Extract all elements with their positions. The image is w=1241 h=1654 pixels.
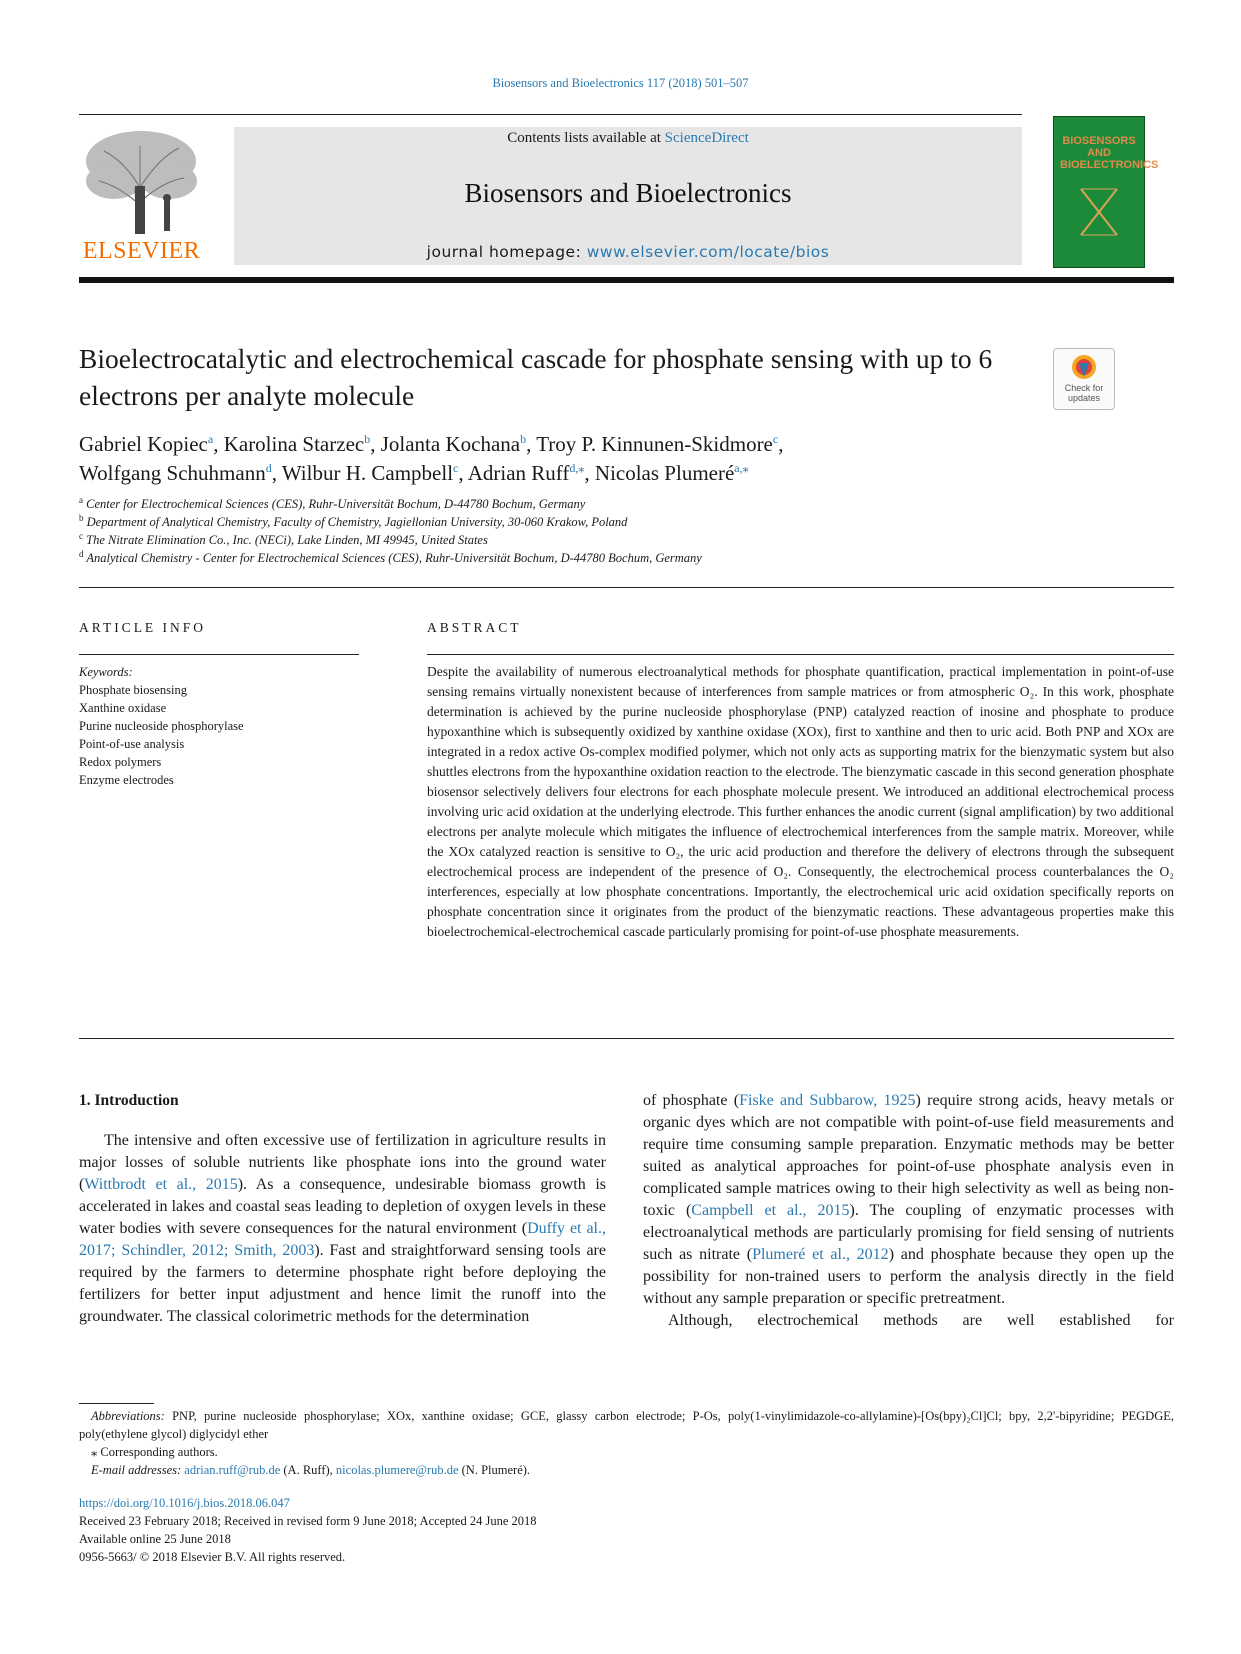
keyword-item: Point-of-use analysis [79, 737, 185, 751]
journal-cover-image[interactable] [1053, 116, 1159, 268]
email-name: (A. Ruff), [280, 1463, 336, 1477]
abstract-heading: ABSTRACT [427, 620, 522, 635]
author-name: Jolanta Kochana [380, 432, 521, 456]
keywords-label: Keywords: [79, 665, 133, 679]
header-rule-thin [79, 114, 1022, 115]
text-run: ). As a consequence, undesirable biomass growth is accelerated in lakes and coastal seas leading to depletion of oxygen levels in these water bodies with severe consequences for the natural environment ( [79, 1176, 606, 1237]
email-addresses [79, 1461, 1174, 1479]
sciencedirect-link[interactable]: ScienceDirect [664, 130, 749, 146]
reference-link[interactable]: Fiske and Subbarow, 1925 [739, 1092, 916, 1109]
section-rule [79, 587, 1174, 588]
author-name: Nicolas Plumeré [594, 461, 735, 485]
elsevier-logo [79, 126, 204, 266]
intro-paragraph-1 [79, 1130, 606, 1328]
keyword-item: Enzyme electrodes [79, 773, 174, 787]
keyword-item: Phosphate biosensing [79, 683, 187, 697]
affiliation-item [79, 513, 1079, 531]
author-affiliation-marker[interactable]: a,⁎ [734, 461, 749, 475]
author-name: Wolfgang Schuhmann [79, 461, 266, 485]
contents-prefix: Contents lists available at [507, 130, 665, 146]
affiliation-key: a [79, 494, 83, 505]
text-run: of phosphate ( [643, 1092, 740, 1109]
intro-paragraph-2: Although, electrochemical methods are well established for [668, 1312, 1174, 1329]
received-dates: Received 23 February 2018; Received in revised form 9 June 2018; Accepted 24 June 2018 [79, 1514, 537, 1528]
affiliation-list [79, 495, 1079, 567]
author-affiliation-marker[interactable]: d,⁎ [569, 461, 585, 475]
introduction-heading: 1. Introduction [79, 1092, 179, 1109]
author-affiliation-marker[interactable]: a [207, 432, 214, 446]
homepage-prefix: journal homepage: [426, 243, 587, 261]
author-name: Gabriel Kopiec [79, 432, 208, 456]
text-run: The intensive and often excessive use of fertilization in agriculture results in major losses of soluble nutrients like phosphate ions into the ground water ( [79, 1132, 606, 1193]
author-name: Troy P. Kinnunen-Skidmore [536, 432, 773, 456]
keyword-list [79, 681, 369, 789]
header-rule-thick [79, 277, 1174, 283]
author-separator: , [213, 432, 224, 456]
affiliation-text: Analytical Chemistry - Center for Electrochemical Sciences (CES), Ruhr-Universität Bochum, D-44780 Bochum, Germany [83, 551, 702, 565]
email-label: E-mail addresses: [91, 1463, 182, 1477]
email-name: (N. Plumeré). [458, 1463, 531, 1477]
author-affiliation-marker[interactable]: c [772, 432, 779, 446]
email-link-ruff[interactable]: adrian.ruff@rub.de [184, 1463, 281, 1477]
author-list [79, 430, 1079, 488]
homepage-link[interactable]: www.elsevier.com/locate/bios [586, 243, 830, 261]
doi-link[interactable]: https://doi.org/10.1016/j.bios.2018.06.047 [79, 1496, 290, 1510]
journal-header-band [234, 127, 1022, 265]
journal-name: Biosensors and Bioelectronics [464, 178, 792, 208]
keyword-item: Redox polymers [79, 755, 162, 769]
check-for-updates-button[interactable] [1053, 348, 1115, 410]
reference-link[interactable]: Wittbrodt et al., 2015 [84, 1176, 238, 1193]
author-affiliation-marker[interactable]: b [364, 432, 371, 446]
footnote-rule [79, 1403, 154, 1404]
available-online: Available online 25 June 2018 [79, 1532, 231, 1546]
homepage-line [234, 243, 1022, 261]
body-column-left [79, 1130, 606, 1328]
author-separator: , [271, 461, 282, 485]
author-name: Karolina Starzec [223, 432, 365, 456]
author-separator: , [526, 432, 537, 456]
section-rule-2 [79, 1038, 1174, 1039]
affiliation-item [79, 495, 1079, 513]
author-name: Adrian Ruff [467, 461, 570, 485]
affiliation-text: Department of Analytical Chemistry, Faculty of Chemistry, Jagiellonian University, 30-060 Krakow, Poland [83, 515, 628, 529]
text-run: ). The coupling of enzymatic processes with electroanalytical methods are particularly promising for field sensing of nutrients such as nitrate ( [643, 1202, 1175, 1263]
affiliation-item [79, 549, 1079, 567]
keyword-item: Purine nucleoside phosphorylase [79, 719, 244, 733]
affiliation-text: Center for Electrochemical Sciences (CES), Ruhr-Universität Bochum, D-44780 Bochum, Germany [83, 497, 586, 511]
elsevier-tree-icon [79, 126, 204, 236]
author-separator: , [370, 432, 381, 456]
reference-link[interactable]: Duffy et al., 2017; Schindler, 2012; Smith, 2003 [79, 1220, 607, 1259]
contents-line [234, 130, 1022, 147]
abbreviations-footnote [79, 1407, 1174, 1443]
article-info-rule [79, 654, 359, 655]
journal-citation[interactable]: Biosensors and Bioelectronics 117 (2018) 501–507 [492, 76, 749, 90]
cover-title: BIOSENSORS AND BIOELECTRONICS [1060, 135, 1159, 171]
keywords-block [79, 663, 369, 789]
affiliation-text: The Nitrate Elimination Co., Inc. (NECi), Lake Linden, MI 49945, United States [83, 533, 488, 547]
text-run: ) require strong acids, heavy metals or organic dyes which are not compatible with point-of-use field measurements and require time consuming sample preparation. Enzymatic methods may be better suited as analytical approaches for point-of-use phosphate analysis even in complicated sample matrices owing to their high selectivity as well as being non-toxic ( [643, 1092, 1175, 1219]
copyright: 0956-5663/ © 2018 Elsevier B.V. All rights reserved. [79, 1550, 346, 1564]
author-affiliation-marker[interactable]: b [520, 432, 527, 446]
author-name: Wilbur H. Campbell [281, 461, 454, 485]
abbreviations-label: Abbreviations: [91, 1409, 165, 1423]
text-run: ) and phosphate because they open up the possibility for non-trained users to perform the analysis directly in the field without any sample preparation or specific pretreatment. [643, 1246, 1174, 1307]
abbreviations-text: PNP, purine nucleoside phosphorylase; XOx, xanthine oxidase; GCE, glassy carbon electrode; P-Os, poly(1-vinylimidazole-co-allylamine)-[Os(bpy)₂Cl]Cl; bpy, 2,2'-bipyridine; PEGDGE, poly(ethylene glycol) diglycidyl ether [79, 1409, 1174, 1441]
check-updates-label: Check for updates [1064, 383, 1104, 403]
author-affiliation-marker[interactable]: d [265, 461, 272, 475]
body-column-right [643, 1090, 1174, 1332]
affiliation-item [79, 531, 1079, 549]
author-separator: , [584, 461, 595, 485]
check-updates-icon [1070, 353, 1098, 383]
keyword-item: Xanthine oxidase [79, 701, 167, 715]
affiliation-key: b [79, 512, 84, 523]
footnotes [79, 1407, 1174, 1479]
affiliation-key: c [79, 530, 83, 541]
corresponding-authors-note: ⁎ Corresponding authors. [91, 1445, 218, 1459]
reference-link[interactable]: Campbell et al., 2015 [691, 1202, 850, 1219]
elsevier-wordmark: ELSEVIER [82, 238, 201, 264]
cover-graphic-icon [1079, 187, 1119, 237]
abstract-rule [427, 654, 1174, 655]
abstract-text: Despite the availability of numerous electroanalytical methods for phosphate quantification, practical implementation in point-of-use sensing remains virtually nonexistent because of interferences from sample matrices or from atmospheric O₂. In this work, phosphate determination is achieved by the purine nucleoside phosphorylase (PNP) catalyzed reaction of inosine and phosphate to produce hypoxanthine which is subsequently oxidized by xanthine oxidase (XOx), first to xanthine and then to uric acid. Both PNP and XOx are integrated in a redox active Os-complex modified polymer, which not only acts as supporting matrix for the bienzymatic system but also shuttles electrons from the hypoxanthine oxidation reaction to the electrode. The bienzymatic cascade in this second generation phosphate biosensor selectively delivers four electrons for each phosphate molecule present. We introduced an additional electrochemical process involving uric acid oxidation at the underlying electrode. This further enhances the anodic current (signal amplification) by two additional electrons per analyte molecule which mitigates the influence of electrochemical interferences from the sample matrix. Moreover, while the XOx catalyzed reaction is sensitive to O₂, the uric acid production and therefore the delivery of electrons through the subsequent electrochemical process are independent of the presence of O₂. Consequently, the electrochemical process counterbalances the O₂ interferences, especially at low phosphate concentrations. Importantly, the electrochemical uric acid oxidation specifically reports on phosphate concentration since it originates from the product of the bienzymatic reactions. These advantageous properties make this bioelectrochemical-electrochemical cascade particularly promising for point-of-use phosphate measurements. [427, 664, 1174, 939]
publication-info [79, 1494, 979, 1566]
reference-link[interactable]: Plumeré et al., 2012 [752, 1246, 889, 1263]
article-title: Bioelectrocatalytic and electrochemical cascade for phosphate sensing with up to 6 electrons per analyte molecule [79, 343, 993, 411]
author-affiliation-marker[interactable]: c [453, 461, 459, 475]
author-separator: , [458, 461, 468, 485]
affiliation-key: d [79, 548, 84, 559]
text-run: ). Fast and straightforward sensing tools are required by the farmers to determine phosphate right before deploying the fertilizers for better input adjustment and hence limit the runoff into the groundwater. The classical colorimetric methods for the determination [79, 1242, 606, 1325]
author-separator: , [778, 432, 784, 456]
email-link-plumere[interactable]: nicolas.plumere@rub.de [335, 1463, 459, 1477]
article-info-heading: ARTICLE INFO [79, 620, 207, 635]
intro-paragraph-1-cont [643, 1090, 1174, 1310]
